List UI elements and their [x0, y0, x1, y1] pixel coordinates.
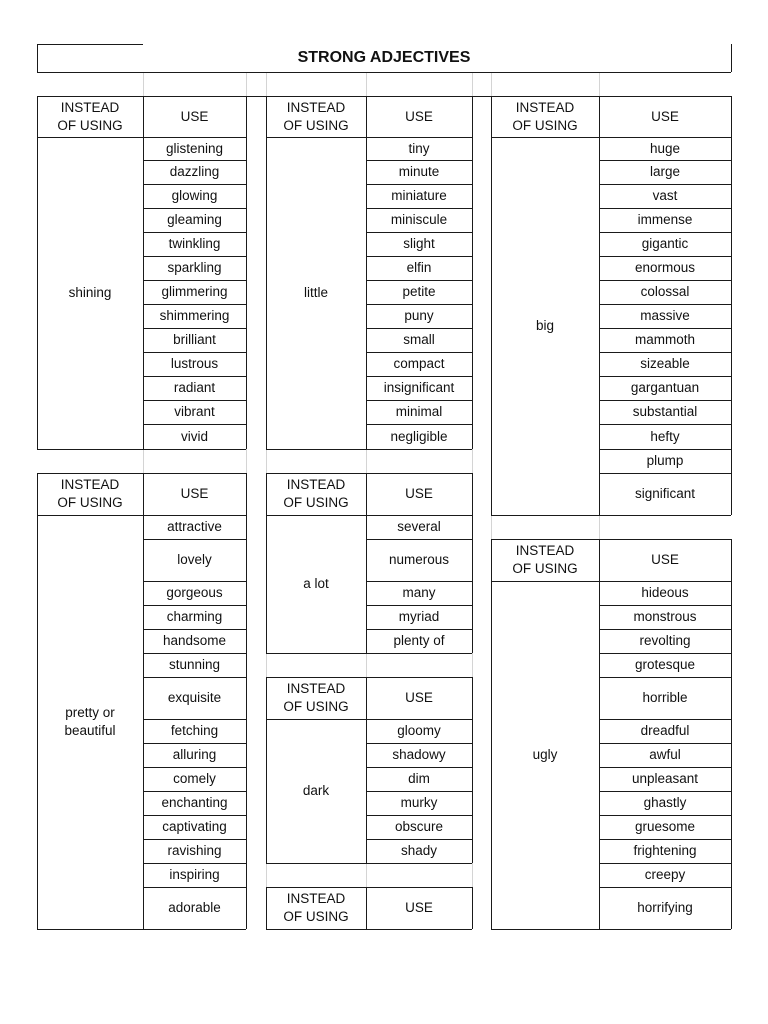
- rule-line: [37, 44, 38, 72]
- synonym-pretty: enchanting: [161, 795, 228, 810]
- header-instead-dark: INSTEAD OF USING: [283, 681, 349, 714]
- synonym-ugly: grotesque: [634, 657, 696, 672]
- synonym-dark: obscure: [394, 819, 444, 834]
- rule-line: [37, 473, 38, 515]
- rule-line: [266, 515, 267, 653]
- synonym-alot: numerous: [388, 552, 450, 567]
- synonym-ugly: horrible: [642, 690, 688, 705]
- rule-line: [266, 96, 472, 97]
- rule-line: [266, 887, 472, 888]
- synonym-little: minimal: [395, 404, 443, 419]
- synonym-pretty: exquisite: [167, 690, 222, 705]
- synonym-pretty: attractive: [167, 519, 222, 534]
- synonym-dark: gloomy: [397, 723, 441, 738]
- rule-line: [731, 96, 732, 137]
- rule-line: [491, 515, 599, 516]
- synonym-shining: vibrant: [174, 404, 215, 419]
- rule-line: [246, 473, 247, 515]
- rule-line: [491, 96, 731, 97]
- header-instead-big: INSTEAD OF USING: [512, 99, 578, 133]
- synonym-shining: sparkling: [167, 260, 222, 275]
- header-use-shining: USE: [180, 108, 209, 124]
- rule-line: [366, 653, 367, 677]
- rule-line: [599, 539, 600, 581]
- synonym-little: puny: [404, 308, 434, 323]
- synonym-shining: vivid: [180, 428, 208, 444]
- synonym-big: gigantic: [641, 236, 689, 251]
- synonym-pretty: inspiring: [169, 867, 220, 882]
- synonym-little: miniscule: [390, 212, 448, 227]
- synonym-pretty: gorgeous: [166, 585, 223, 600]
- synonym-ugly: dreadful: [640, 723, 690, 738]
- synonym-little: compact: [393, 356, 445, 371]
- synonym-dark: shadowy: [392, 747, 446, 762]
- rule-line: [366, 653, 472, 654]
- synonym-little: petite: [402, 284, 436, 299]
- header-instead-little: INSTEAD OF USING: [283, 99, 349, 133]
- rule-line: [246, 515, 247, 929]
- rule-line: [37, 137, 38, 449]
- rule-line: [599, 929, 731, 930]
- rule-line: [37, 72, 731, 73]
- header-use-alot: USE: [405, 486, 433, 501]
- synonym-little: insignificant: [383, 380, 455, 395]
- word-pretty: pretty or beautiful: [64, 705, 116, 738]
- synonym-ugly: revolting: [639, 633, 691, 648]
- synonym-pretty: fetching: [170, 723, 219, 738]
- synonym-big: colossal: [640, 284, 690, 299]
- synonym-big: immense: [637, 212, 693, 227]
- rule-line: [491, 581, 492, 929]
- word-little: little: [303, 285, 328, 300]
- synonym-little: miniature: [391, 188, 447, 203]
- rule-line: [246, 96, 247, 137]
- synonym-pretty: captivating: [162, 819, 227, 834]
- rule-line: [731, 137, 732, 515]
- rule-line: [472, 515, 473, 653]
- synonym-big: massive: [640, 308, 690, 323]
- rule-line: [37, 515, 38, 929]
- page-title: STRONG ADJECTIVES: [297, 49, 471, 66]
- synonym-little: negligible: [390, 428, 448, 444]
- rule-line: [366, 449, 367, 473]
- synonym-big: substantial: [632, 404, 698, 419]
- rule-line: [472, 677, 473, 719]
- synonym-little: tiny: [408, 140, 430, 156]
- rule-line: [366, 473, 367, 515]
- rule-line: [731, 44, 732, 72]
- header-use-pretty: USE: [180, 486, 209, 501]
- header-use-extra: USE: [405, 900, 433, 915]
- rule-line: [37, 44, 143, 45]
- synonym-pretty: alluring: [172, 747, 217, 762]
- synonym-pretty: charming: [166, 609, 223, 624]
- rule-line: [491, 539, 731, 540]
- rule-line: [472, 473, 473, 515]
- synonym-shining: glistening: [165, 140, 224, 156]
- rule-line: [366, 863, 472, 864]
- synonym-little: minute: [398, 164, 440, 179]
- synonym-dark: dim: [408, 771, 430, 786]
- word-alot: a lot: [303, 576, 329, 591]
- synonym-shining: twinkling: [168, 236, 221, 251]
- rule-line: [266, 449, 366, 450]
- synonym-shining: lustrous: [170, 356, 219, 371]
- word-big: big: [535, 318, 554, 333]
- rule-line: [731, 581, 732, 929]
- synonym-pretty: adorable: [168, 900, 221, 915]
- synonym-big: plump: [646, 453, 684, 468]
- synonym-shining: brilliant: [173, 332, 216, 347]
- rule-line: [599, 72, 600, 96]
- rule-line: [366, 72, 367, 96]
- synonym-ugly: creepy: [644, 867, 686, 882]
- rule-line: [491, 137, 492, 515]
- rule-line: [266, 677, 267, 719]
- synonym-ugly: monstrous: [633, 609, 697, 624]
- rule-line: [37, 449, 143, 450]
- synonym-alot: myriad: [398, 609, 440, 624]
- synonym-pretty: lovely: [177, 552, 212, 567]
- rule-line: [266, 887, 267, 929]
- synonym-alot: several: [397, 519, 441, 534]
- synonym-ugly: horrifying: [637, 900, 693, 915]
- rule-line: [37, 473, 246, 474]
- rule-line: [731, 539, 732, 581]
- rule-line: [266, 677, 472, 678]
- rule-line: [266, 653, 366, 654]
- rule-line: [472, 96, 473, 137]
- synonym-ugly: gruesome: [634, 819, 696, 834]
- header-instead-alot: INSTEAD OF USING: [283, 477, 349, 510]
- synonym-pretty: ravishing: [167, 843, 222, 858]
- header-instead-extra: INSTEAD OF USING: [283, 891, 349, 924]
- rule-line: [143, 72, 144, 96]
- rule-line: [246, 137, 247, 449]
- synonym-dark: murky: [400, 795, 438, 810]
- header-use-dark: USE: [405, 690, 433, 705]
- synonym-pretty: comely: [173, 771, 216, 786]
- rule-line: [143, 929, 246, 930]
- rule-line: [599, 515, 731, 516]
- rule-line: [366, 863, 367, 887]
- header-instead-pretty: INSTEAD OF USING: [57, 477, 123, 510]
- rule-line: [491, 929, 599, 930]
- word-dark: dark: [302, 783, 330, 798]
- rule-line: [37, 96, 38, 137]
- rule-line: [599, 515, 600, 539]
- rule-line: [37, 929, 143, 930]
- synonym-little: slight: [403, 236, 435, 251]
- synonym-shining: glimmering: [161, 284, 228, 299]
- header-use-big: USE: [651, 108, 679, 124]
- rule-line: [266, 929, 472, 930]
- rule-line: [266, 473, 472, 474]
- synonym-alot: many: [402, 585, 436, 600]
- synonym-big: mammoth: [634, 332, 695, 347]
- synonym-shining: shimmering: [159, 308, 230, 323]
- synonym-big: sizeable: [640, 356, 690, 371]
- rule-line: [366, 887, 367, 929]
- rule-line: [366, 449, 472, 450]
- rule-line: [491, 96, 492, 137]
- synonym-ugly: ghastly: [643, 795, 687, 810]
- rule-line: [266, 719, 267, 863]
- header-instead-shining: INSTEAD OF USING: [57, 99, 123, 133]
- rule-line: [143, 449, 246, 450]
- rule-line: [143, 449, 144, 473]
- synonym-pretty: stunning: [168, 657, 221, 672]
- synonym-pretty: handsome: [162, 633, 227, 648]
- rule-line: [143, 473, 144, 515]
- synonym-ugly: frightening: [633, 843, 697, 858]
- rule-line: [266, 96, 267, 137]
- synonym-ugly: hideous: [641, 585, 689, 600]
- header-instead-ugly: INSTEAD OF USING: [512, 543, 578, 576]
- synonym-big: enormous: [634, 260, 696, 275]
- rule-line: [472, 137, 473, 449]
- synonym-shining: gleaming: [167, 212, 222, 227]
- synonym-little: small: [403, 332, 435, 347]
- word-ugly: ugly: [532, 747, 558, 762]
- header-use-little: USE: [405, 108, 433, 124]
- synonym-shining: dazzling: [169, 164, 220, 179]
- word-shining: shining: [68, 285, 112, 300]
- rule-line: [143, 96, 144, 137]
- synonym-little: elfin: [406, 260, 432, 275]
- rule-line: [266, 137, 267, 449]
- synonym-dark: shady: [400, 843, 438, 858]
- synonym-big: hefty: [650, 428, 680, 444]
- synonym-big: significant: [634, 486, 696, 501]
- synonym-big: huge: [649, 140, 681, 156]
- synonym-ugly: unpleasant: [631, 771, 699, 786]
- rule-line: [266, 473, 267, 515]
- header-use-ugly: USE: [651, 552, 679, 567]
- rule-line: [366, 677, 367, 719]
- synonym-ugly: awful: [649, 747, 681, 762]
- synonym-big: gargantuan: [630, 380, 700, 395]
- rule-line: [266, 863, 366, 864]
- synonym-big: large: [649, 164, 681, 179]
- synonym-shining: radiant: [173, 380, 216, 395]
- rule-line: [472, 887, 473, 929]
- synonym-big: vast: [652, 188, 678, 203]
- rule-line: [599, 96, 600, 137]
- rule-line: [491, 539, 492, 581]
- rule-line: [472, 719, 473, 863]
- rule-line: [37, 96, 246, 97]
- synonym-shining: glowing: [171, 188, 218, 203]
- rule-line: [366, 96, 367, 137]
- synonym-alot: plenty of: [393, 633, 445, 648]
